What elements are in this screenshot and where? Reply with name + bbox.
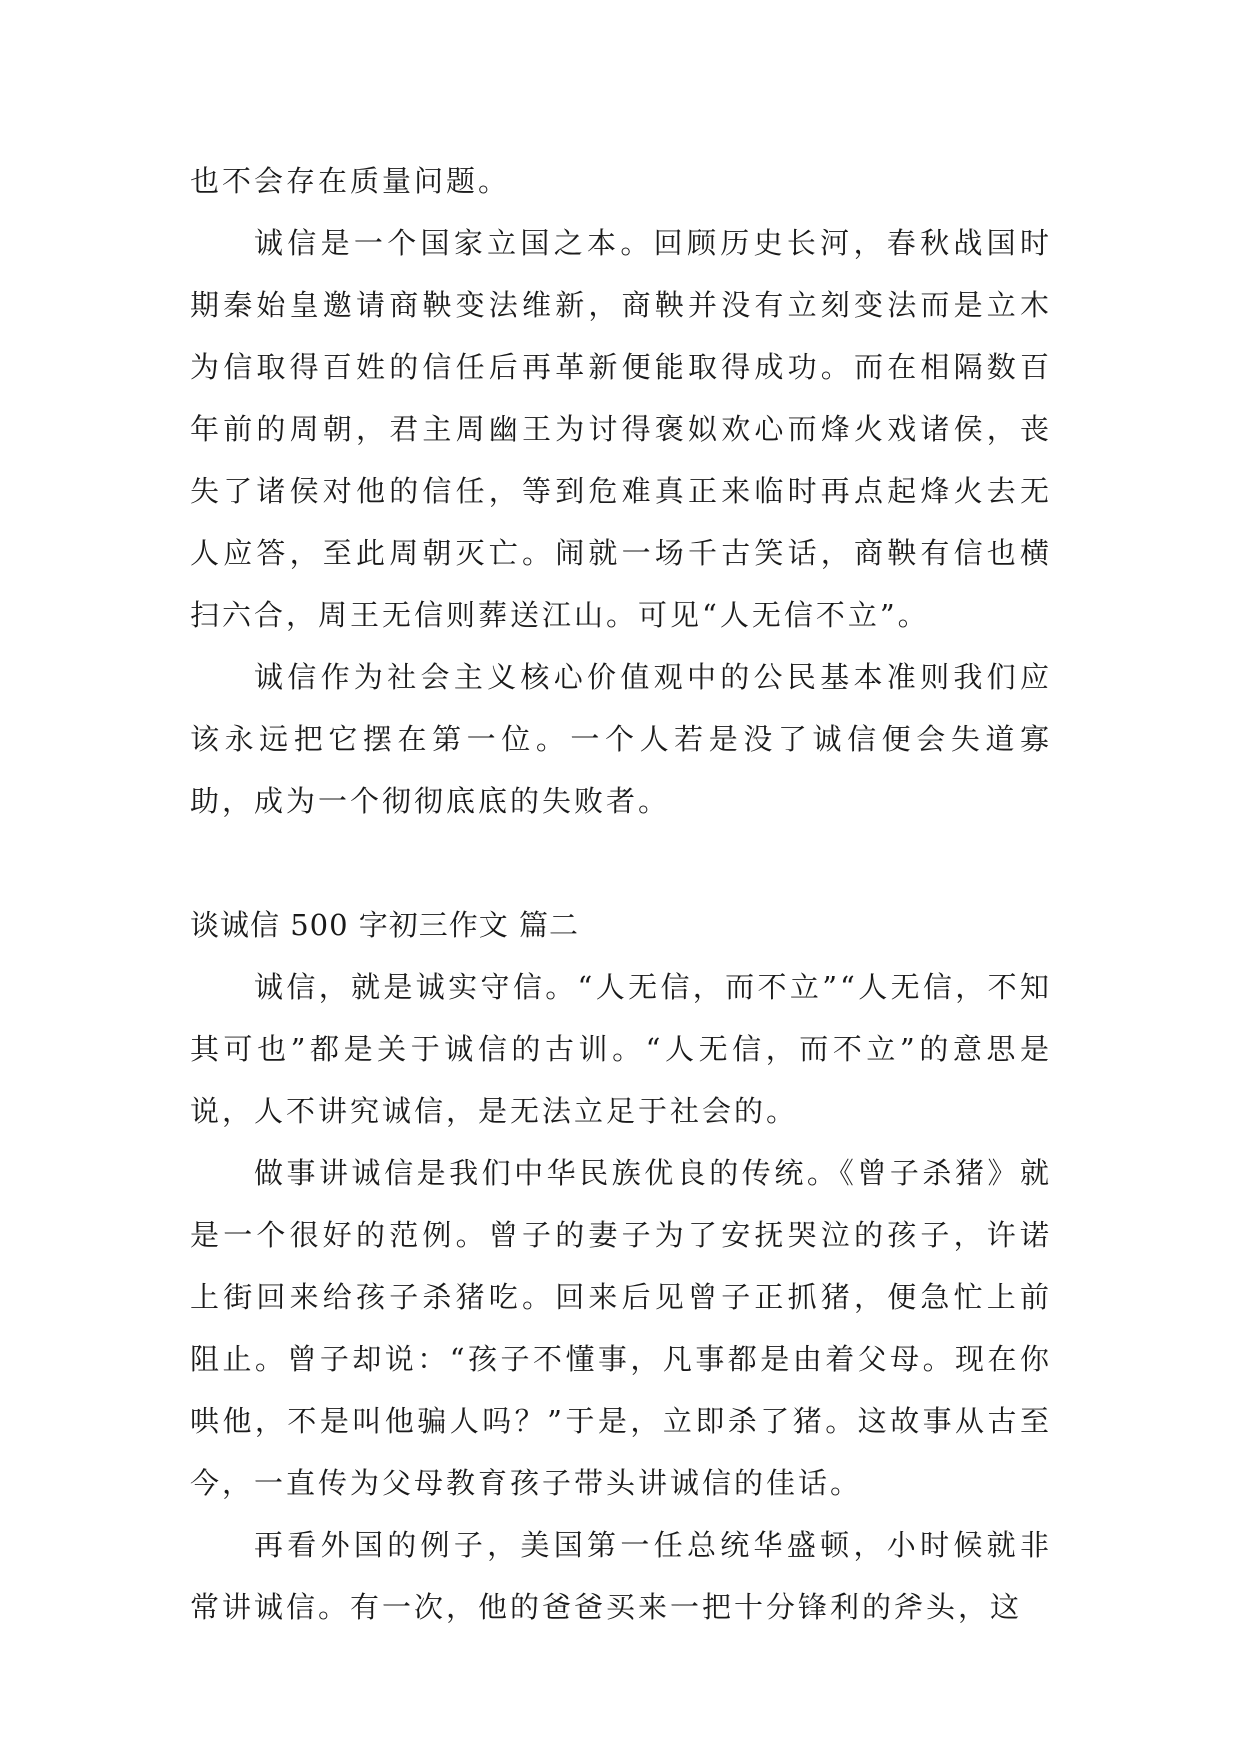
paragraph-continuation: 也不会存在质量问题。 [190, 164, 511, 198]
paragraph-zengzi-story: 做事讲诚信是我们中华民族优良的传统。《曾子杀猪》就是一个很好的范例。曾子的妻子为了安抚哭泣的孩子，许诺上街回来给孩子杀猪吃。回来后见曾子正抓猪，便急忙上前阻止。曾子却说：“孩子不懂事，凡事都是由着父母。现在你哄他，不是叫他骗人吗？”于是，立即杀了猪。这故事从古至今，一直传为父母教育孩子带头讲诚信的佳话。 [190, 1156, 1052, 1500]
section-heading: 谈诚信 500 字初三作文 篇二 [190, 908, 580, 942]
section-spacer [190, 832, 1052, 894]
paragraph-washington-story: 再看外国的例子，美国第一任总统华盛顿，小时候就非常讲诚信。有一次，他的爸爸买来一把十分锋利的斧头，这 [190, 1528, 1052, 1624]
document-page [190, 150, 1052, 1638]
paragraph-nation-integrity: 诚信是一个国家立国之本。回顾历史长河，春秋战国时期秦始皇邀请商鞅变法维新，商鞅并没有立刻变法而是立木为信取得百姓的信任后再革新便能取得成功。而在相隔数百年前的周朝，君主周幽王为讨得褒姒欢心而烽火戏诸侯，丧失了诸侯对他的信任，等到危难真正来临时再点起烽火去无人应答，至此周朝灭亡。闹就一场千古笑话，商鞅有信也横扫六合，周王无信则葬送江山。可见“人无信不立”。 [190, 226, 1052, 632]
paragraph-core-values: 诚信作为社会主义核心价值观中的公民基本准则我们应该永远把它摆在第一位。一个人若是没了诚信便会失道寡助，成为一个彻彻底底的失败者。 [190, 660, 1052, 818]
paragraph-integrity-definition: 诚信，就是诚实守信。“人无信，而不立”“人无信，不知其可也”都是关于诚信的古训。“人无信，而不立”的意思是说，人不讲究诚信，是无法立足于社会的。 [190, 970, 1052, 1128]
